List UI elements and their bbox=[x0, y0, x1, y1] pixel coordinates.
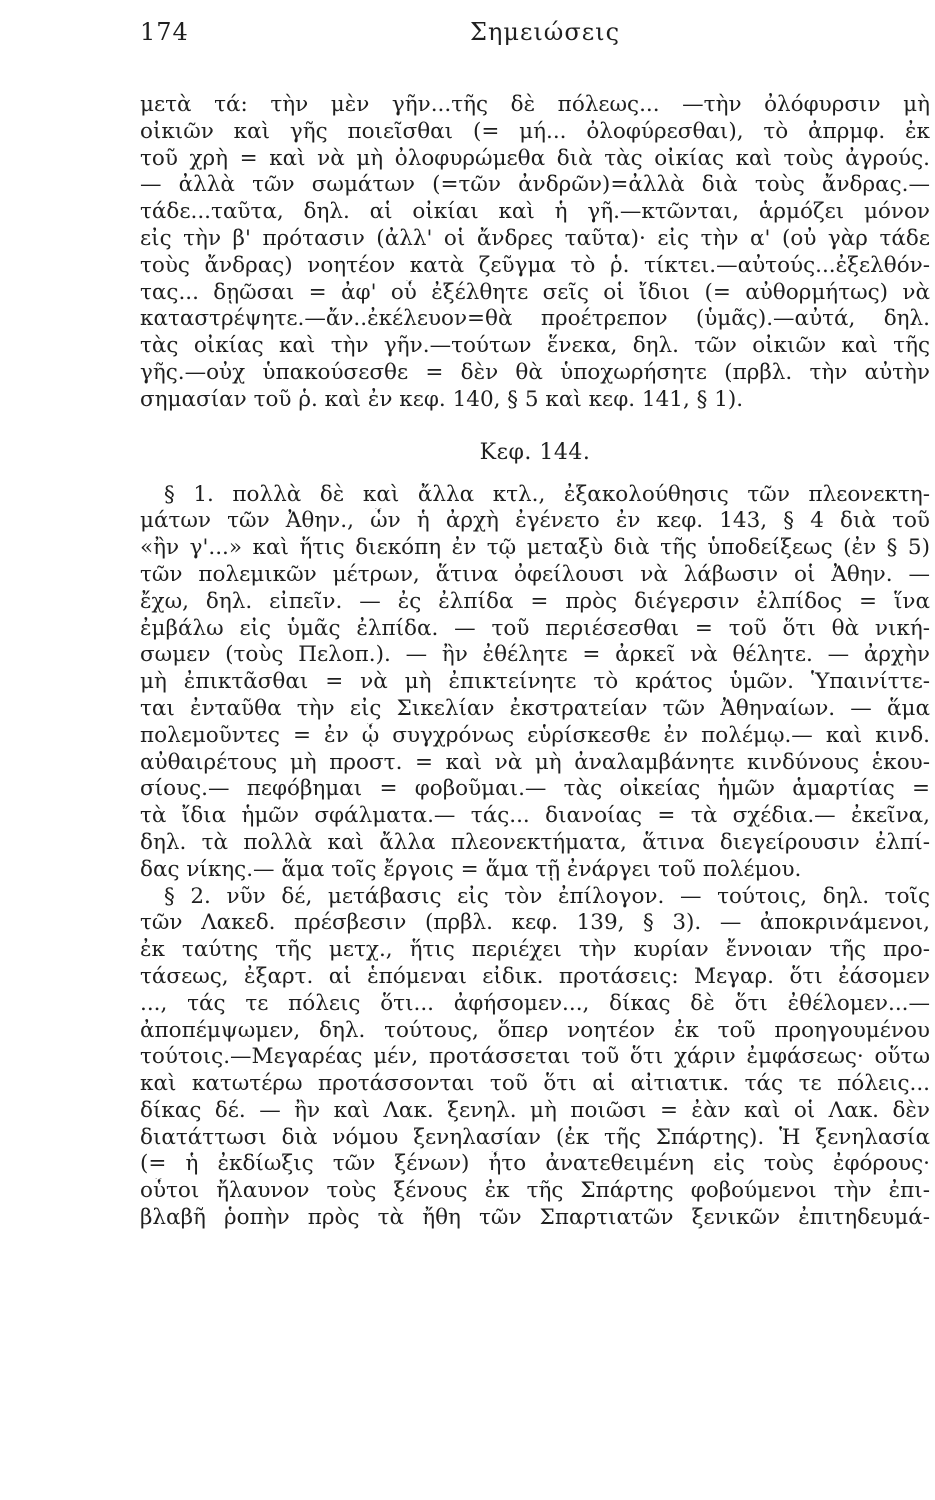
text-line: ἐκ ταύτης τῆς μετχ., ἥτις περιέχει τὴν κυρίαν ἔννοιαν τῆς προ- bbox=[140, 937, 930, 963]
text-line: ἀποπέμψωμεν, δηλ. τούτους, ὅπερ νοητέον ἐκ τοῦ προηγουμένου bbox=[140, 1017, 930, 1043]
text-line: σωμεν (τοὺς Πελοπ.). — ἢν ἐθέλητε = ἀρκεῖ νὰ θέλητε. — ἀρχὴν bbox=[140, 642, 930, 668]
text-line: ται ἐνταῦθα τὴν εἰς Σικελίαν ἐκστρατείαν τῶν Ἀθηναίων. — ἅμα bbox=[140, 695, 930, 721]
text-line: γῆς.—οὐχ ὑπακούσεσθε = δὲν θὰ ὑποχωρήσητε (πρβλ. τὴν αὐτὴν bbox=[140, 359, 930, 385]
text-line: ..., τάς τε πόλεις ὅτι... ἀφήσομεν..., δίκας δὲ ὅτι ἐθέλομεν...— bbox=[140, 990, 930, 1016]
text-line: (= ἡ ἐκδίωξις τῶν ξένων) ἦτο ἀνατεθειμένη εἰς τοὺς ἐφόρους· bbox=[140, 1151, 930, 1177]
page-header bbox=[140, 18, 875, 58]
page-number: 174 bbox=[140, 18, 189, 46]
text-line: καὶ κατωτέρω προτάσσονται τοῦ ὅτι αἱ αἰτιατικ. τάς τε πόλεις... bbox=[140, 1071, 930, 1097]
text-line: ἔχω, δηλ. εἰπεῖν. — ἐς ἐλπίδα = πρὸς διέγερσιν ἐλπίδος = ἵνα bbox=[140, 588, 930, 614]
body-text bbox=[140, 92, 930, 1232]
text-line: σημασίαν τοῦ ῥ. καὶ ἐν κεφ. 140, § 5 καὶ κεφ. 141, § 1). bbox=[140, 386, 744, 412]
text-line: τῶν Λακεδ. πρέσβεσιν (πρβλ. κεφ. 139, § 3). — ἀποκρινάμενοι, bbox=[140, 910, 930, 936]
text-line: δηλ. τὰ πολλὰ καὶ ἄλλα πλεονεκτήματα, ἅτινα διεγείρουσιν ἐλπί- bbox=[140, 829, 930, 855]
text-line: — ἀλλὰ τῶν σωμάτων (=τῶν ἀνδρῶν)=ἀλλὰ διὰ τοὺς ἄνδρας.— bbox=[140, 172, 930, 198]
paragraph-start-line: § 1. πολλὰ δὲ καὶ ἄλλα κτλ., ἐξακολούθησις τῶν πλεονεκτη- bbox=[164, 481, 930, 507]
text-line: τάσεως, ἐξαρτ. αἱ ἑπόμεναι εἰδικ. προτάσεις: Μεγαρ. ὅτι ἐάσομεν bbox=[140, 963, 930, 989]
text-line: βλαβῆ ῥοπὴν πρὸς τὰ ἤθη τῶν Σπαρτιατῶν ξενικῶν ἐπιτηδευμά- bbox=[140, 1205, 930, 1231]
text-line: αὐθαιρέτους μὴ προστ. = καὶ νὰ μὴ ἀναλαμβάνητε κινδύνους ἑκου- bbox=[140, 749, 930, 775]
text-line: τὰς οἰκίας καὶ τὴν γῆν.—τούτων ἕνεκα, δηλ. τῶν οἰκιῶν καὶ τῆς bbox=[140, 333, 930, 359]
text-line: πολεμοῦντες = ἐν ᾧ συγχρόνως εὑρίσκεσθε ἐν πολέμῳ.— καὶ κινδ. bbox=[140, 722, 930, 748]
text-line: μὴ ἐπικτᾶσθαι = νὰ μὴ ἐπικτείνητε τὸ κράτος ὑμῶν. Ὑπαινίττε- bbox=[140, 669, 930, 695]
text-line: οἰκιῶν καὶ γῆς ποιεῖσθαι (= μή... ὀλοφύρεσθαι), τὸ ἀπρμφ. ἐκ bbox=[140, 118, 930, 144]
text-line: διατάττωσι διὰ νόμου ξενηλασίαν (ἐκ τῆς Σπάρτης). Ἡ ξενηλασία bbox=[140, 1124, 930, 1150]
text-line: σίους.— πεφόβημαι = φοβοῦμαι.— τὰς οἰκείας ἡμῶν ἁμαρτίας = bbox=[140, 776, 930, 802]
text-line: εἰς τὴν β' πρότασιν (ἀλλ' οἱ ἄνδρες ταῦτα)· εἰς τὴν α' (οὐ γὰρ τάδε bbox=[140, 225, 930, 251]
text-line: τῶν πολεμικῶν μέτρων, ἅτινα ὀφείλουσι νὰ λάβωσιν οἱ Ἀθην. — bbox=[140, 561, 930, 587]
text-line: δας νίκης.— ἅμα τοῖς ἔργοις = ἅμα τῇ ἐνάργει τοῦ πολέμου. bbox=[140, 856, 802, 882]
paragraph-start-line: § 2. νῦν δέ, μετάβασις εἰς τὸν ἐπίλογον. — τούτοις, δηλ. τοῖς bbox=[164, 883, 930, 909]
text-line: τας... δῃῶσαι = ἀφ' οὗ ἐξέλθητε σεῖς οἱ ἴδιοι (= αὐθορμήτως) νὰ bbox=[140, 279, 930, 305]
chapter-heading: Κεφ. 144. bbox=[479, 439, 591, 465]
text-line: τὰ ἴδια ἡμῶν σφάλματα.— τάς... διανοίας = τὰ σχέδια.— ἐκεῖνα, bbox=[140, 803, 930, 829]
text-line: τάδε...ταῦτα, δηλ. αἱ οἰκίαι καὶ ἡ γῆ.—κτῶνται, ἁρμόζει μόνον bbox=[140, 199, 930, 225]
text-line: τοὺς ἄνδρας) νοητέον κατὰ ζεῦγμα τὸ ῥ. τίκτει.—αὐτούς...ἐξελθόν- bbox=[140, 252, 930, 278]
text-line: δίκας δέ. — ἢν καὶ Λακ. ξενηλ. μὴ ποιῶσι = ἐὰν καὶ οἱ Λακ. δὲν bbox=[140, 1097, 930, 1123]
text-line: μετὰ τά: τὴν μὲν γῆν...τῆς δὲ πόλεως... —τὴν ὀλόφυρσιν μὴ bbox=[140, 92, 930, 117]
text-line: τούτοις.—Μεγαρέας μέν, προτάσσεται τοῦ ὅτι χάριν ἐμφάσεως· οὕτω bbox=[140, 1044, 930, 1070]
text-line: οὗτοι ἤλαυνον τοὺς ξένους ἐκ τῆς Σπάρτης φοβούμενοι τὴν ἐπι- bbox=[140, 1178, 930, 1204]
text-line: ἐμβάλω εἰς ὑμᾶς ἐλπίδα. — τοῦ περιέσεσθαι = τοῦ ὅτι θὰ νική- bbox=[140, 615, 930, 641]
text-line: τοῦ χρὴ = καὶ νὰ μὴ ὀλοφυρώμεθα διὰ τὰς οἰκίας καὶ τοὺς ἀγρούς. bbox=[140, 145, 930, 171]
text-line: «ἢν γ'...» καὶ ἥτις διεκόπη ἐν τῷ μεταξὺ διὰ τῆς ὑποδείξεως (ἐν § 5) bbox=[140, 535, 930, 561]
text-line: μάτων τῶν Ἀθην., ὧν ἡ ἀρχὴ ἐγένετο ἐν κεφ. 143, § 4 διὰ τοῦ bbox=[140, 508, 930, 534]
running-head: Σημειώσεις bbox=[470, 18, 621, 46]
text-line: καταστρέψητε.—ἄν..ἐκέλευον=θὰ προέτρεπον (ὑμᾶς).—αὐτά, δηλ. bbox=[140, 306, 930, 332]
